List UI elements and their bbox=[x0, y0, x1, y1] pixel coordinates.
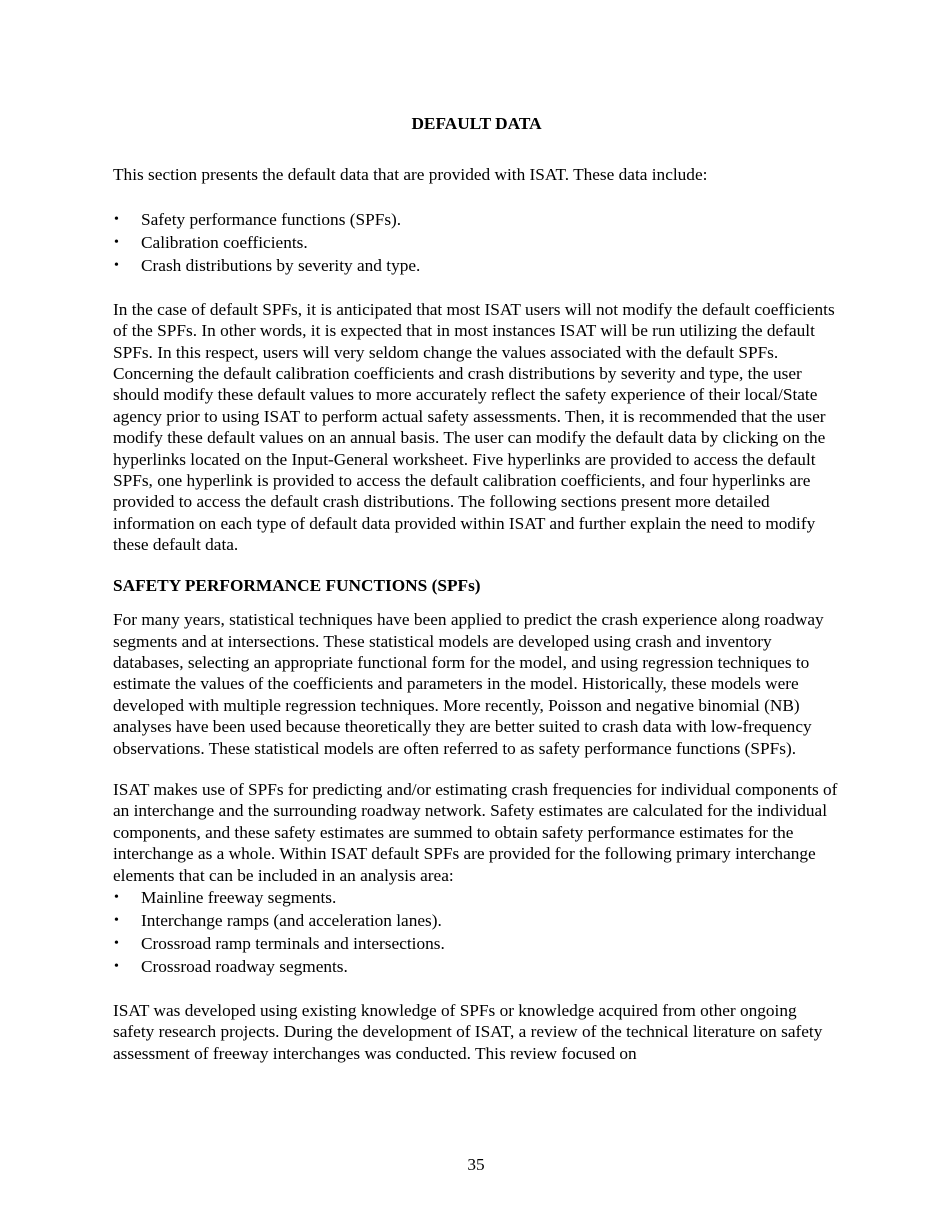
spf-history-paragraph: For many years, statistical techniques have been applied to predict the crash experience along roadway segments and at intersections. These statistical models are developed using crash and inventory databases, selecting an appropriate functional form for the model, and using regression techniques to estimate the values of the coefficients and parameters in the model. Historically, these models were developed with multiple regression techniques. More recently, Poisson and negative binomial (NB) analyses have been used because theoretically they are better suited to crash data with low-frequency observations. These statistical models are often referred to as safety performance functions (SPFs). bbox=[113, 610, 824, 758]
spf-usage-paragraph: ISAT makes use of SPFs for predicting and/or estimating crash frequencies for individual components of an interchange and the surrounding roadway network. Safety estimates are calculated for the individual components, and these safety estimates are summed to obtain safety performance estimates for the interchange as a whole. Within ISAT default SPFs are provided for the following primary interchange elements that can be included in an analysis area: bbox=[113, 779, 838, 885]
default-spf-paragraph: In the case of default SPFs, it is anticipated that most ISAT users will not modify the default coefficients of the SPFs. In other words, it is expected that in most instances ISAT will be run utilizing the default SPFs. In this respect, users will very seldom change the values associated with the default SPFs. Concerning the default calibration coefficients and crash distributions by severity and type, the user should modify these default values to more accurately reflect the safety experience of their local/State agency prior to using ISAT to perform actual safety assessments. Then, it is recommended that the user modify these default values on an annual basis. The user can modify the default data by clicking on the hyperlinks located on the Input-General worksheet. Five hyperlinks are provided to access the default SPFs, one hyperlink is provided to access the default calibration coefficients, and four hyperlinks are provided to access the default crash distributions. The following sections present more detailed information on each type of default data provided within ISAT and further explain the need to modify these default data. bbox=[113, 299, 835, 555]
bullet-icon: • bbox=[114, 257, 119, 273]
list-item: • Crash distributions by severity and type. bbox=[114, 255, 421, 275]
list-item: • Mainline freeway segments. bbox=[114, 887, 337, 907]
bullet-icon: • bbox=[114, 912, 119, 928]
bullet-icon: • bbox=[114, 889, 119, 905]
interchange-elements-list bbox=[113, 886, 840, 978]
bullet-icon: • bbox=[114, 234, 119, 250]
page-title: DEFAULT DATA bbox=[411, 114, 542, 133]
list-item: • Crossroad roadway segments. bbox=[114, 956, 348, 976]
list-item: • Interchange ramps (and acceleration lanes). bbox=[114, 910, 442, 930]
bullet-icon: • bbox=[114, 211, 119, 227]
bullet-icon: • bbox=[114, 958, 119, 974]
page-number: 35 bbox=[467, 1155, 485, 1174]
intro-paragraph: This section presents the default data that are provided with ISAT. These data include: bbox=[113, 165, 708, 185]
isat-development-paragraph: ISAT was developed using existing knowledge of SPFs or knowledge acquired from other ongoing safety research projects. During the development of ISAT, a review of the technical literature on safety assessment of freeway interchanges was conducted. This review focused on bbox=[113, 1000, 823, 1063]
document-page bbox=[113, 113, 840, 1064]
section-heading: SAFETY PERFORMANCE FUNCTIONS (SPFs) bbox=[113, 575, 481, 595]
default-data-list bbox=[113, 208, 840, 277]
list-item: • Crossroad ramp terminals and intersections. bbox=[114, 933, 445, 953]
bullet-icon: • bbox=[114, 935, 119, 951]
list-item: • Calibration coefficients. bbox=[114, 232, 308, 252]
list-item: • Safety performance functions (SPFs). bbox=[114, 209, 402, 229]
